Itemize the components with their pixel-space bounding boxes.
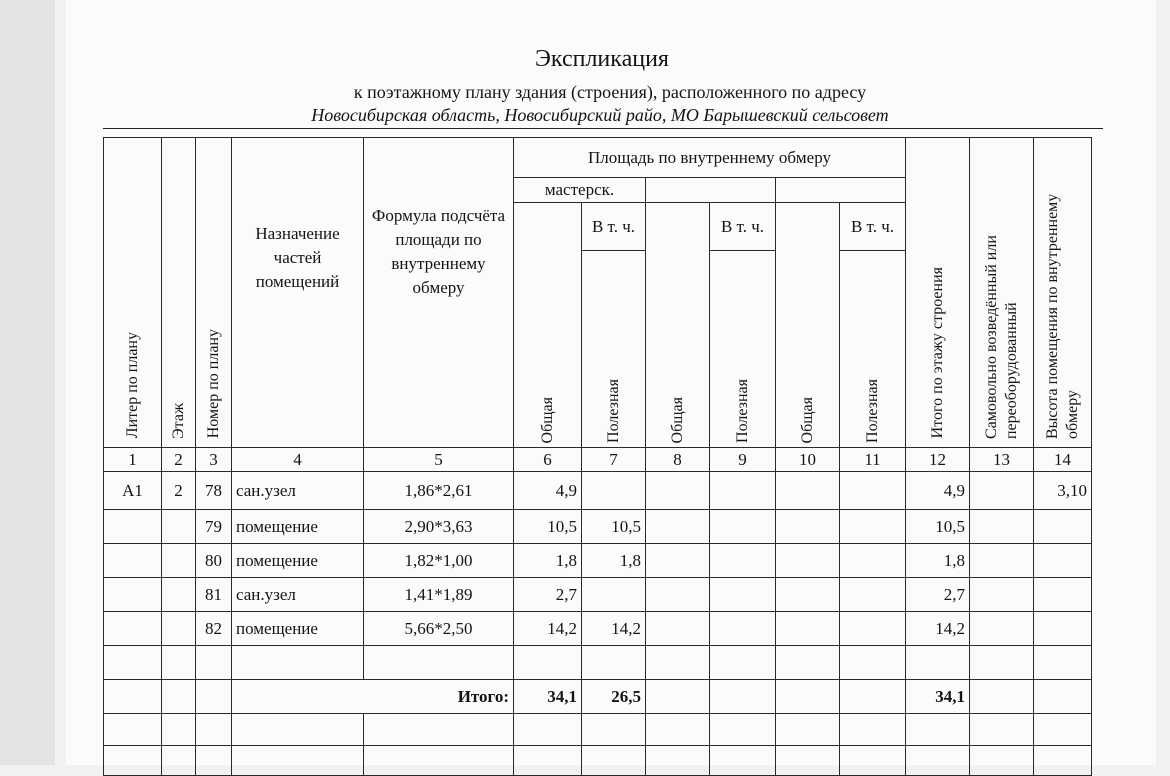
column-number-row: 1 2 3 4 5 6 7 8 9 10 11 12 13 14 — [104, 448, 1092, 472]
photo-left-edge — [0, 0, 55, 765]
table-row: 82 помещение 5,66*2,50 14,2 14,2 14,2 — [104, 612, 1092, 646]
header-floor-total: Итого по этажу строения — [906, 138, 970, 448]
header-liter: Литер по плану — [104, 138, 162, 448]
table-row: А1 2 78 сан.узел 1,86*2,61 4,9 4,9 3,10 — [104, 472, 1092, 510]
page-subtitle: к поэтажному плану здания (строения), расположенного по адресу — [353, 82, 867, 102]
header-vtch-9: В т. ч. — [710, 203, 776, 251]
explication-table — [103, 137, 1092, 776]
header-area-group: Площадь по внутреннему обмеру — [514, 138, 906, 178]
divider — [103, 128, 1103, 129]
header-vtch-7: В т. ч. — [582, 203, 646, 251]
empty-row — [104, 746, 1092, 776]
table-row: 80 помещение 1,82*1,00 1,8 1,8 1,8 — [104, 544, 1092, 578]
header-height: Высота помещения по внутреннему обмеру — [1034, 138, 1092, 448]
table-row: 81 сан.узел 1,41*1,89 2,7 2,7 — [104, 578, 1092, 612]
header-formula: Формула подсчёта площади по внутреннему обмеру — [364, 138, 514, 448]
header-poleznaya-11: Полезная — [840, 251, 906, 448]
header-floor: Этаж — [162, 138, 196, 448]
totals-label: Итого: — [232, 680, 514, 714]
header-vtch-11: В т. ч. — [840, 203, 906, 251]
totals-row — [104, 680, 1092, 714]
header-masterskaya: мастерск. — [514, 178, 646, 203]
header-obshaya-6: Общая — [514, 203, 582, 448]
page-title: Экспликация — [535, 46, 669, 72]
totals-useful: 26,5 — [582, 680, 646, 714]
header-poleznaya-9: Полезная — [710, 251, 776, 448]
header-number: Номер по плану — [196, 138, 232, 448]
header-obshaya-10: Общая — [776, 203, 840, 448]
totals-sum: 34,1 — [906, 680, 970, 714]
header-poleznaya-7: Полезная — [582, 251, 646, 448]
address-line: Новосибирская область, Новосибирский райо, МО Барышевский сельсовет — [311, 105, 889, 125]
header-self-built: Самовольно возведённый или переоборудованный — [970, 138, 1034, 448]
totals-total: 34,1 — [514, 680, 582, 714]
table-row: 79 помещение 2,90*3,63 10,5 10,5 10,5 — [104, 510, 1092, 544]
header-obshaya-8: Общая — [646, 203, 710, 448]
header-purpose: Назначение частей помещений — [232, 138, 364, 448]
empty-row — [104, 714, 1092, 746]
empty-row — [104, 646, 1092, 680]
